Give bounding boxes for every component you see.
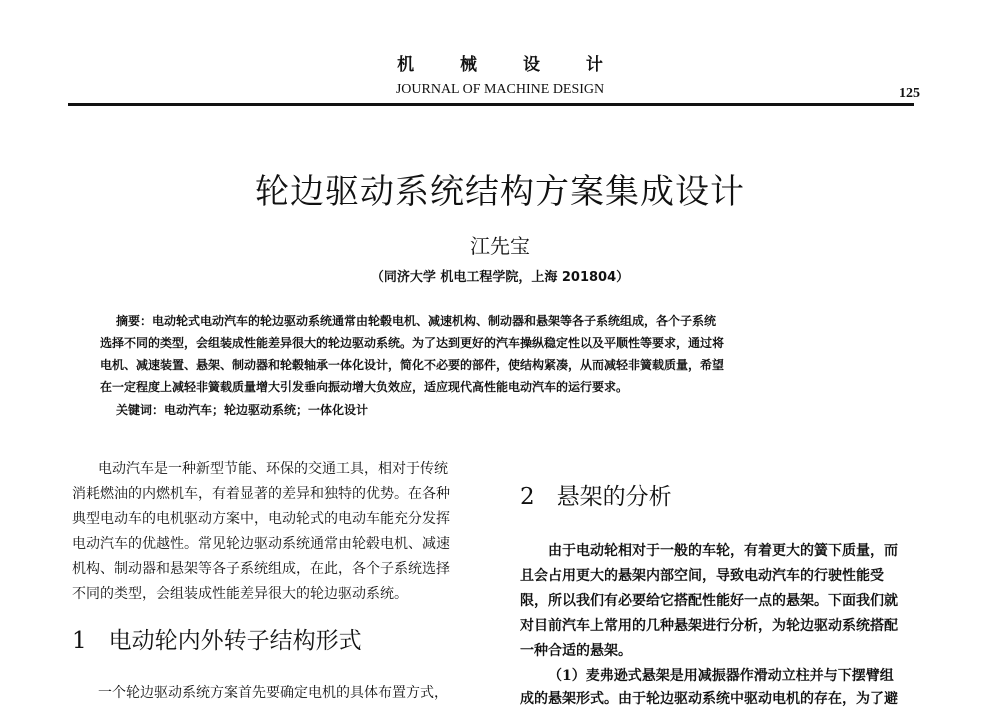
header-rule (68, 103, 914, 106)
article-title: 轮边驱动系统结构方案集成设计 (255, 172, 745, 212)
section-number: 1 (72, 628, 87, 654)
body-text-line: 限，所以我们有必要给它搭配性能好一点的悬架。下面我们就 (520, 593, 898, 609)
body-text-line: 一种合适的悬架。 (520, 643, 632, 659)
abstract-line: 选择不同的类型，会组装成性能差异很大的轮边驱动系统。为了达到更好的汽车操纵稳定性以及平顺性等要求，通过将 (100, 336, 725, 350)
journal-name-chinese: 机 械 设 计 (397, 55, 623, 75)
body-text-line: 典型电动车的电机驱动方案中，电动轮式的电动车能充分发挥 (72, 511, 450, 527)
abstract-line: 电机、减速装置、悬架、制动器和轮毂轴承一体化设计，简化不必要的部件，使结构紧凑，从而减轻非簧载质量，希望 (100, 358, 725, 372)
journal-name-english: JOURNAL OF MACHINE DESIGN (395, 82, 605, 97)
body-text-line: （1）麦弗逊式悬架是用减振器作滑动立柱并与下摆臂组 (548, 668, 894, 684)
section-number: 2 (520, 484, 535, 510)
body-text-line: 对目前汽车上常用的几种悬架进行分析，为轮边驱动系统搭配 (520, 618, 898, 634)
author-name: 江先宝 (470, 234, 530, 258)
body-text-line: 电动汽车的优越性。常见轮边驱动系统通常由轮毂电机、减速 (72, 536, 450, 552)
body-text-line: 成的悬架形式。由于轮边驱动系统中驱动电机的存在，为了避 (520, 691, 898, 707)
body-text-line: 不同的类型，会组装成性能差异很大的轮边驱动系统。 (72, 586, 408, 602)
section-title: 悬架的分析 (556, 484, 672, 510)
body-text-line: 电动汽车是一种新型节能、环保的交通工具，相对于传统 (98, 461, 448, 477)
body-text-line: 且会占用更大的悬架内部空间，导致电动汽车的行驶性能受 (520, 568, 884, 584)
keywords: 关键词：电动汽车；轮边驱动系统；一体化设计 (116, 403, 369, 417)
section-heading-2 (520, 478, 672, 511)
section-heading-1 (72, 622, 362, 655)
author-affiliation: （同济大学 机电工程学院，上海 201804） (370, 270, 630, 285)
body-text-line: 由于电动轮相对于一般的车轮，有着更大的簧下质量，而 (548, 543, 898, 559)
page-number: 125 (899, 86, 920, 101)
section-title: 电动轮内外转子结构形式 (108, 628, 362, 654)
body-text-line: 一个轮边驱动系统方案首先要确定电机的具体布置方式， (98, 685, 448, 701)
body-text-line: 消耗燃油的内燃机车，有着显著的差异和独特的优势。在各种 (72, 486, 450, 502)
abstract-line: 在一定程度上减轻非簧载质量增大引发垂向振动增大负效应，适应现代高性能电动汽车的运行要求。 (100, 380, 629, 394)
abstract-line: 摘要：电动轮式电动汽车的轮边驱动系统通常由轮毂电机、减速机构、制动器和悬架等各子系统组成，各个子系统 (116, 314, 717, 328)
body-text-line: 机构、制动器和悬架等各子系统组成，在此，各个子系统选择 (72, 561, 450, 577)
